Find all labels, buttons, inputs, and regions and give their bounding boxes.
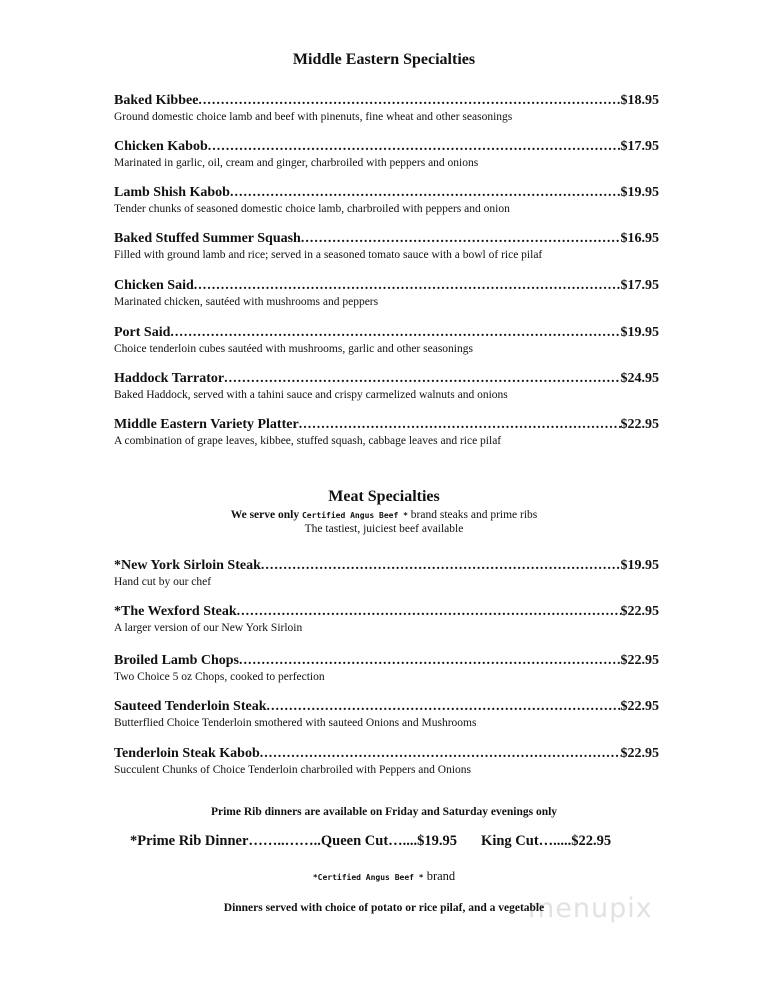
menu-item [114,745,659,777]
item-description: Two Choice 5 oz Chops, cooked to perfection [114,671,325,683]
angus-brand-line [0,869,768,885]
subtitle-suffix: brand steaks and prime ribs [407,509,538,521]
meat-subtitle-2: The tastiest, juiciest beef available [304,523,464,535]
dot-leader [224,370,620,387]
item-price: $19.95 [620,185,659,200]
item-name: Lamb Shish Kabob [114,185,230,200]
dot-leader [261,557,621,574]
dot-leader [239,652,621,669]
item-description: Filled with ground lamb and rice; served in a seasoned tomato sauce with a bowl of rice pilaf [114,249,543,261]
item-price: $22.95 [620,746,659,761]
dinner-sides-note: Dinners served with choice of potato or rice pilaf, and a vegetable [223,902,545,914]
item-name: Baked Stuffed Summer Squash [114,231,301,246]
menupix-watermark: menupix [528,893,653,924]
menu-item [114,416,659,448]
item-name: Broiled Lamb Chops [114,653,239,668]
menu-item [114,698,659,730]
dot-leader [198,92,620,109]
item-name: Chicken Said [114,278,194,293]
certified-angus-logo-text: *Certified Angus Beef * [312,873,424,882]
item-name: Sauteed Tenderloin Steak [114,699,267,714]
menu-item [114,652,659,684]
item-name: Haddock Tarrator [114,371,225,386]
item-price: $22.95 [620,604,659,619]
menu-item [114,324,659,356]
prime-rib-note: Prime Rib dinners are available on Friday and Saturday evenings only [210,806,558,818]
dot-leader [260,745,621,762]
item-description: A combination of grape leaves, kibbee, stuffed squash, cabbage leaves and rice pilaf [114,435,502,447]
prime-rib-dinner: *Prime Rib Dinner……..……..Queen Cut…....$19.95 [130,833,458,849]
meat-specialties-title: Meat Specialties [328,488,440,505]
middle-eastern-title: Middle Eastern Specialties [292,51,476,68]
meat-subtitle [0,508,768,523]
item-description: Tender chunks of seasoned domestic choice lamb, charbroiled with peppers and onion [114,203,510,215]
dot-leader [299,416,621,433]
subtitle-prefix: We serve only [230,509,300,521]
item-description: Butterflied Choice Tenderloin smothered with sauteed Onions and Mushrooms [114,717,477,729]
item-name: *The Wexford Steak [114,604,237,619]
item-name: Baked Kibbee [114,93,199,108]
menu-item [114,603,659,635]
menu-item [114,277,659,309]
item-name: Tenderloin Steak Kabob [114,746,260,761]
item-description: Baked Haddock, served with a tahini sauce and crispy carmelized walnuts and onions [114,389,508,401]
certified-angus-logo-text: Certified Angus Beef * [301,511,408,520]
dot-leader [170,324,620,341]
menu-item [114,230,659,262]
item-description: Marinated in garlic, oil, cream and ginger, charbroiled with peppers and onions [114,157,479,169]
item-price: $17.95 [620,139,659,154]
dot-leader [208,138,621,155]
dot-leader [266,698,620,715]
item-price: $22.95 [620,699,659,714]
item-description: A larger version of our New York Sirloin [114,622,303,634]
item-price: $19.95 [620,558,659,573]
menu-item [114,370,659,402]
item-name: Chicken Kabob [114,139,208,154]
dot-leader [194,277,621,294]
item-description: Succulent Chunks of Choice Tenderloin charbroiled with Peppers and Onions [114,764,472,776]
dot-leader [237,603,621,620]
dot-leader [301,230,621,247]
item-price: $16.95 [620,231,659,246]
brand-text: brand [423,869,456,883]
item-name: *New York Sirloin Steak [114,558,261,573]
item-price: $17.95 [620,278,659,293]
king-cut: King Cut….....$22.95 [481,833,612,849]
item-price: $22.95 [620,653,659,668]
menu-item [114,92,659,124]
item-description: Choice tenderloin cubes sautéed with mushrooms, garlic and other seasonings [114,343,473,355]
dot-leader [230,184,621,201]
item-price: $24.95 [620,371,659,386]
item-description: Ground domestic choice lamb and beef with pinenuts, fine wheat and other seasonings [114,111,513,123]
item-price: $18.95 [620,93,659,108]
prime-rib-pricing [130,833,611,850]
menu-item [114,184,659,216]
menu-item [114,138,659,170]
item-name: Middle Eastern Variety Platter [114,417,299,432]
item-name: Port Said [114,325,171,340]
item-price: $22.95 [620,417,659,432]
item-description: Hand cut by our chef [114,576,212,588]
menu-item [114,557,659,589]
item-description: Marinated chicken, sautéed with mushrooms and peppers [114,296,379,308]
item-price: $19.95 [620,325,659,340]
